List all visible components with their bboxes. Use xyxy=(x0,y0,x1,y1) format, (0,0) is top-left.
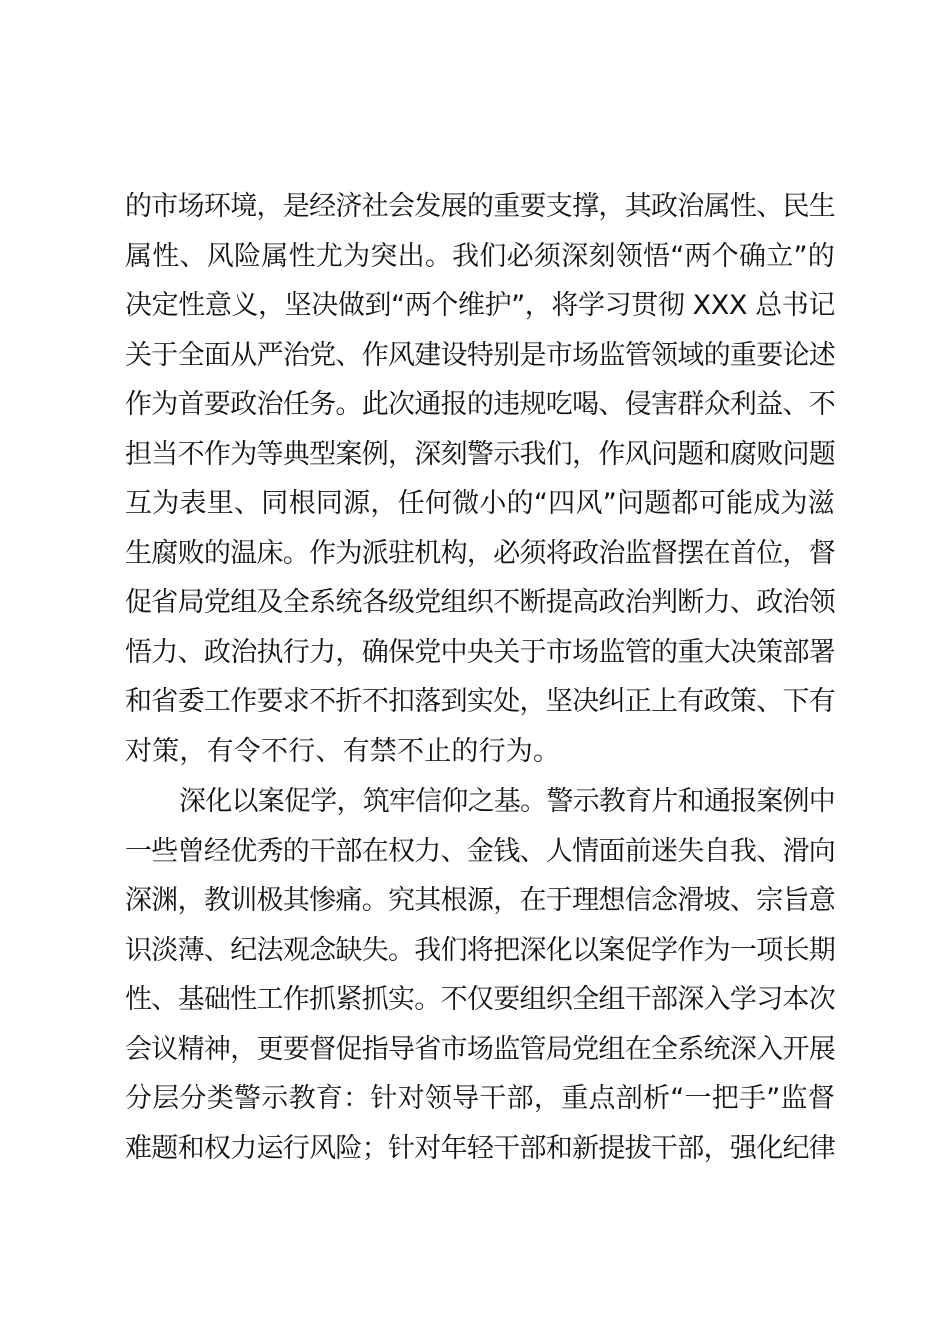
paragraph-line: 性、基础性工作抓紧抓实。不仅要组织全组干部深入学习本次 xyxy=(125,984,836,1015)
paragraph-line: 分层分类警示教育：针对领导干部，重点剖析“一把手”监督 xyxy=(125,1083,835,1114)
paragraph-line: 关于全面从严治党、作风建设特别是市场监管领域的重要论述 xyxy=(125,339,836,371)
paragraph-line: 作为首要政治任务。此次通报的违规吃喝、侵害群众利益、不 xyxy=(125,389,836,420)
paragraph-line: 生腐败的温床。作为派驻机构，必须将政治监督摆在首位，督 xyxy=(125,537,836,569)
paragraph-line: 一些曾经优秀的干部在权力、金钱、人情面前迷失自我、滑向 xyxy=(125,835,836,867)
paragraph-2 xyxy=(125,777,835,1173)
paragraph-1 xyxy=(125,182,835,776)
paragraph-line: 担当不作为等典型案例，深刻警示我们，作风问题和腐败问题 xyxy=(125,438,836,470)
paragraph-line: 对策，有令不行、有禁不止的行为。 xyxy=(125,735,561,767)
paragraph-line: 深化以案促学，筑牢信仰之基。警示教育片和通报案例中 xyxy=(179,786,835,817)
paragraph-line: 属性、风险属性尤为突出。我们必须深刻领悟“两个确立”的 xyxy=(125,240,835,272)
paragraph-line: 的市场环境，是经济社会发展的重要支撑，其政治属性、民生 xyxy=(125,191,836,222)
paragraph-line: 识淡薄、纪法观念缺失。我们将把深化以案促学作为一项长期 xyxy=(125,934,836,966)
paragraph-line: 深渊，教训极其惨痛。究其根源，在于理想信念滑坡、宗旨意 xyxy=(125,885,836,916)
paragraph-line: 和省委工作要求不折不扣落到实处，坚决纠正上有政策、下有 xyxy=(125,686,836,717)
paragraph-line: 决定性意义，坚决做到“两个维护”，将学习贯彻 XXX 总书记 xyxy=(125,290,835,321)
paragraph-line: 互为表里、同根同源，任何微小的“四风”问题都可能成为滋 xyxy=(125,488,835,519)
paragraph-line: 会议精神，更要督促指导省市场监管局党组在全系统深入开展 xyxy=(125,1033,836,1065)
paragraph-line: 促省局党组及全系统各级党组织不断提高政治判断力、政治领 xyxy=(125,587,836,618)
paragraph-line: 悟力、政治执行力，确保党中央关于市场监管的重大决策部署 xyxy=(125,636,836,668)
paragraph-line: 难题和权力运行风险；针对年轻干部和新提拔干部，强化纪律 xyxy=(125,1132,836,1164)
